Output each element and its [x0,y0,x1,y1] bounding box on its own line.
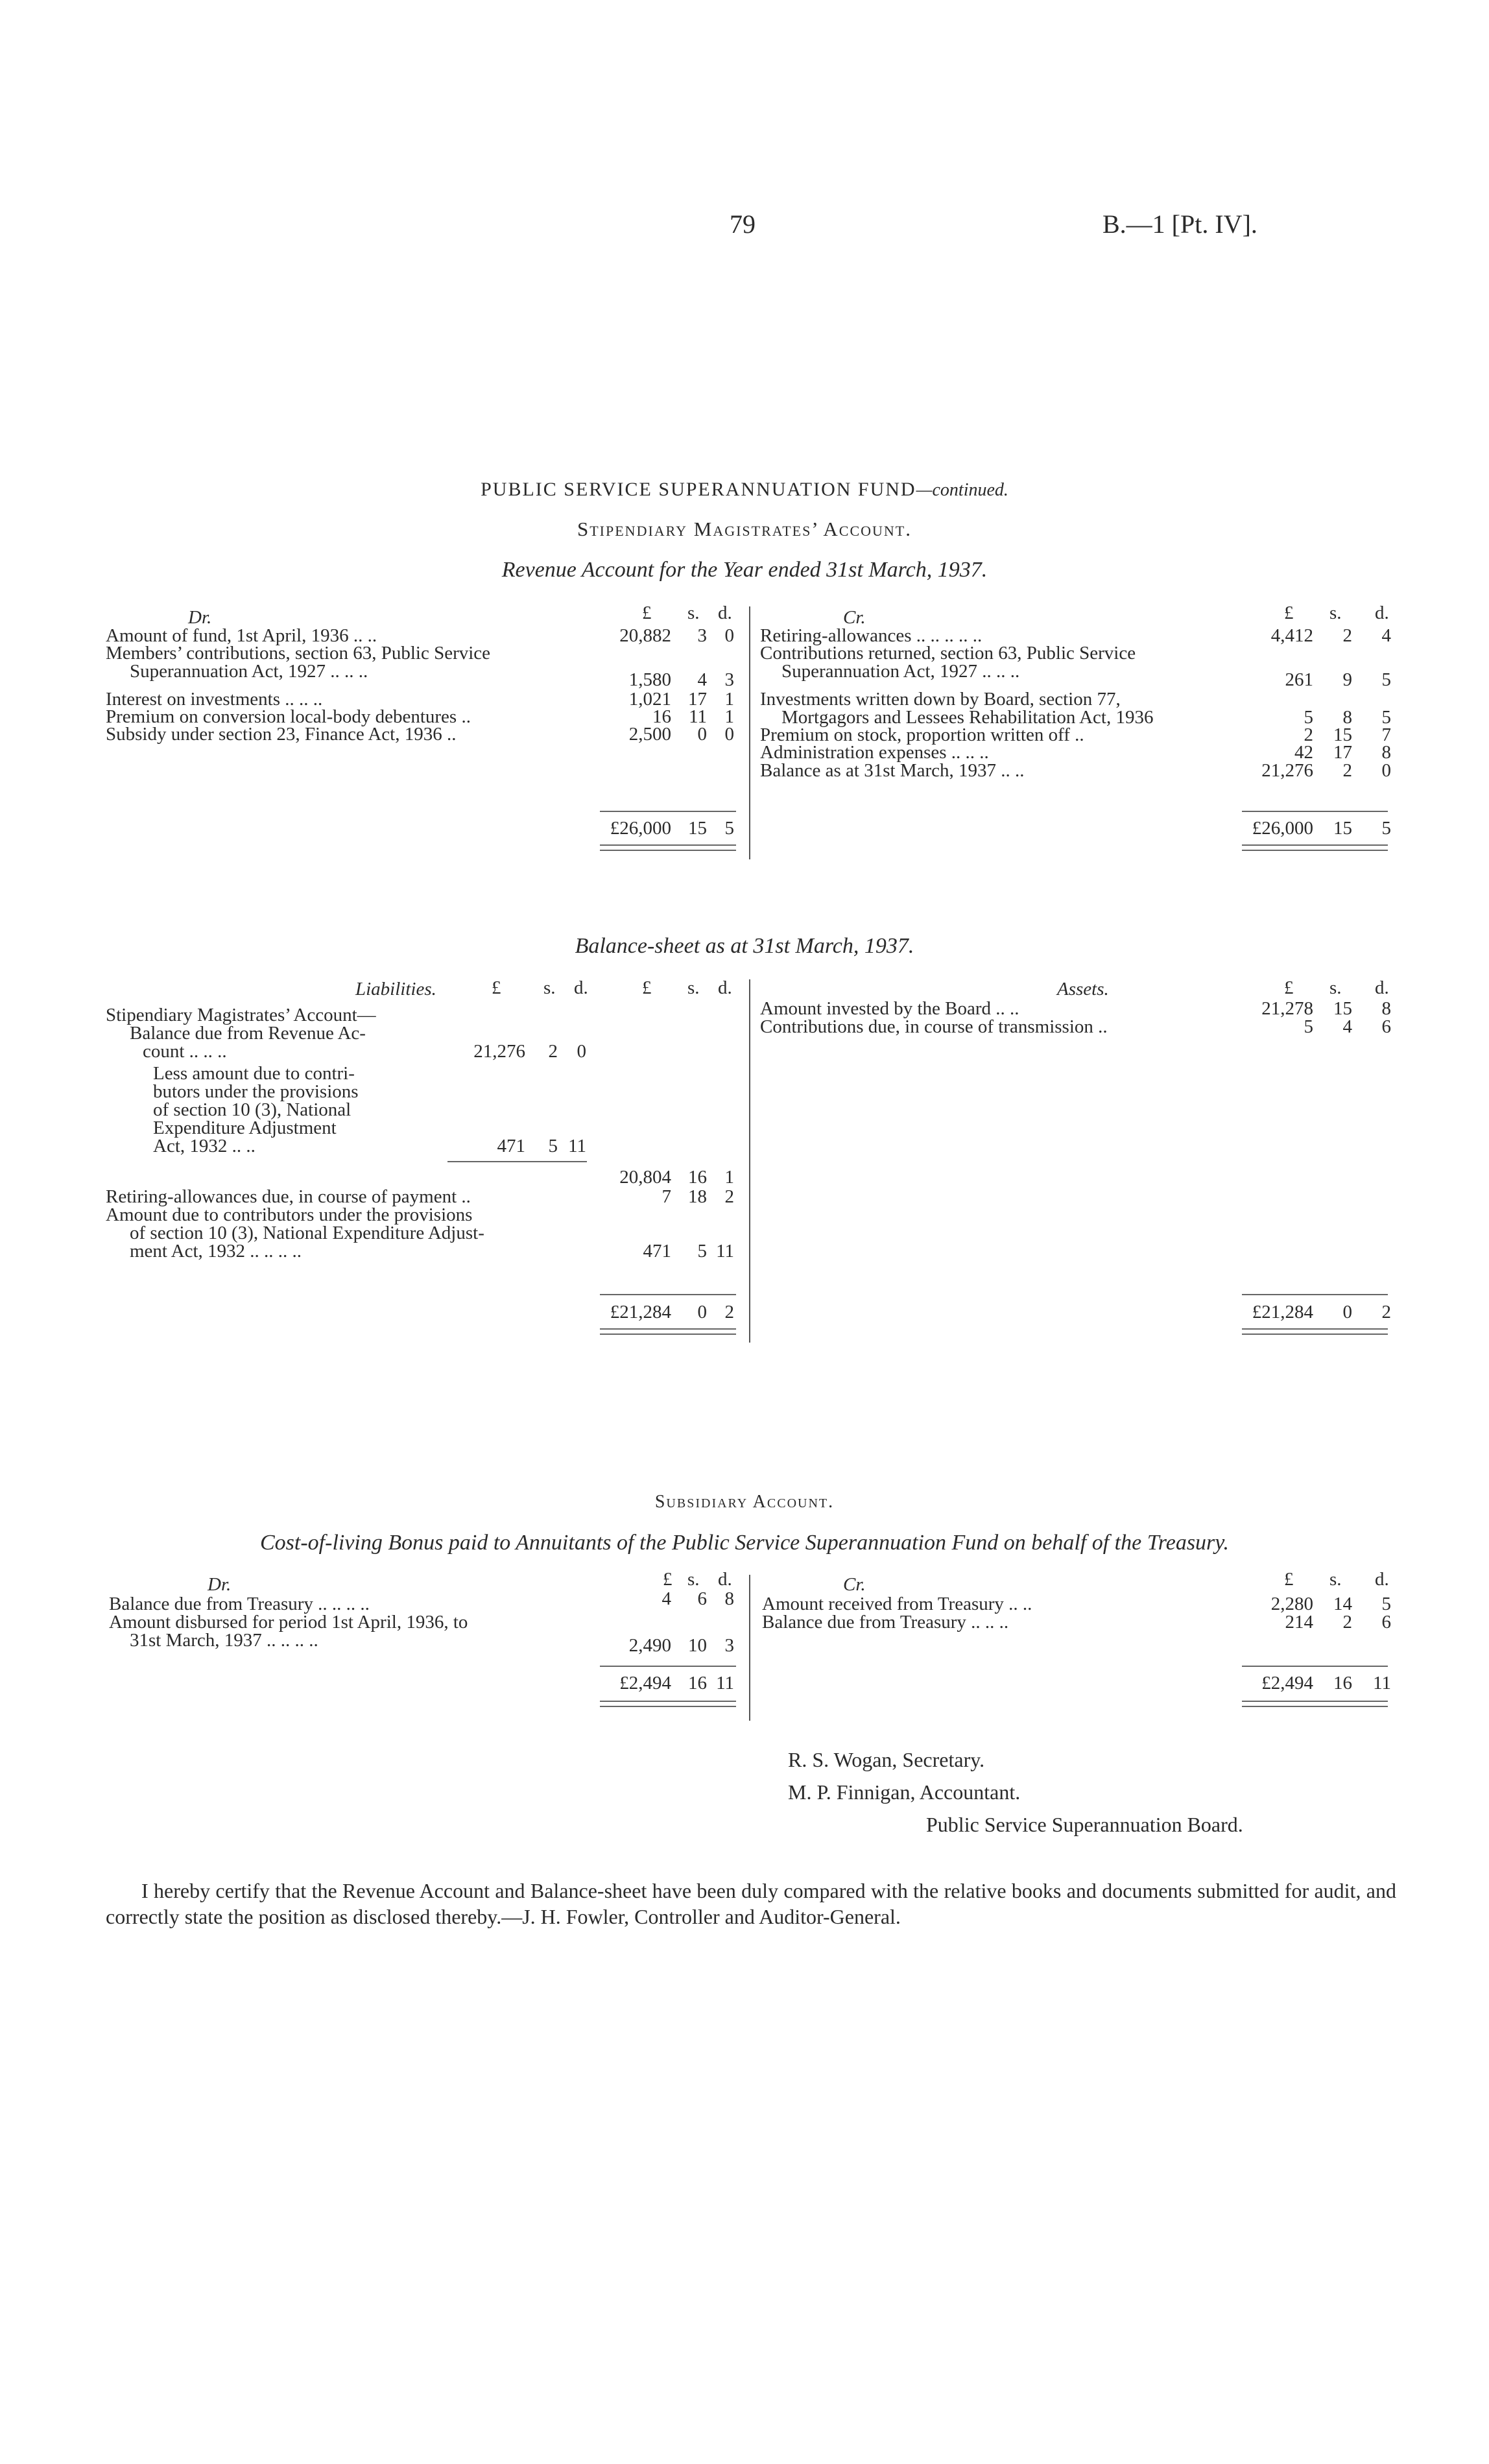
revenue-cr-row-shillings: 9 [1342,669,1352,690]
less-rule [447,1161,587,1162]
net-balance-shillings: 16 [688,1167,707,1188]
net-balance-pence: 1 [724,1167,734,1188]
revenue-cr-row-pounds: 4,412 [1270,625,1313,646]
revenue-dr-label: Dr. [188,607,212,628]
signature-accountant: M. P. Finnigan, Accountant. [788,1780,1021,1804]
subsidiary-cr-total-shillings: 16 [1333,1673,1352,1693]
revenue-cr-total-shillings: 15 [1333,818,1352,839]
revenue-cr-row-text: Premium on stock, proportion written off .. [760,724,1084,745]
revenue-cr-row-text: Mortgagors and Lessees Rehabilitation Act, 1936 [781,707,1154,728]
balance-due-pounds: 21,276 [473,1041,525,1062]
subsidiary-dr-total-pounds: £2,494 [619,1673,671,1693]
subsidiary-cr-row-shillings: 14 [1333,1594,1352,1614]
asset-row-text: Contributions due, in course of transmission .. [760,1016,1108,1037]
subsidiary-cr-total-pounds: £2,494 [1261,1673,1313,1693]
revenue-cr-row-pounds: 2 [1304,724,1313,745]
amount-due-pounds: 471 [643,1241,671,1262]
revenue-title: Revenue Account for the Year ended 31st March, 1937. [501,558,988,582]
revenue-dr-row-pounds: 20,882 [619,625,671,646]
balance-due-pence: 0 [577,1041,586,1062]
revenue-dr-row-text: Amount of fund, 1st April, 1936 .. .. [106,625,377,646]
auditor-certification: I hereby certify that the Revenue Account and Balance-sheet have been duly compared with the relative books and documents submitted for audit, and correctly state the position as disclosed thereby.—J. H. Fowler, Controller and Auditor-General. [106,1879,1396,1928]
sub-cr-col-pence: d. [1375,1569,1389,1590]
revenue-cr-row-pounds: 261 [1285,669,1313,690]
sub-dr-col-pounds: £ [663,1569,673,1590]
revenue-cr-row-pounds: 42 [1294,742,1313,763]
balance-sheet-title: Balance-sheet as at 31st March, 1937. [575,934,914,958]
liab-outer-col-pounds: £ [642,977,652,998]
revenue-dr-total-pence: 5 [724,818,734,839]
amount-due-line: of section 10 (3), National Expenditure Adjust- [130,1223,484,1243]
asset-row-shillings: 15 [1333,998,1352,1019]
revenue-cr-label: Cr. [843,607,866,628]
less-line: Less amount due to contri- [153,1063,355,1084]
subsidiary-dr-row-pounds: 2,490 [628,1635,671,1656]
less-line: butors under the provisions [153,1081,359,1102]
liab-double-rule [600,1328,736,1335]
subsidiary-dr-rule [600,1666,736,1667]
page-reference: B.—1 [Pt. IV]. [1102,209,1257,239]
revenue-dr-row-text: Premium on conversion local-body debentures .. [106,706,471,727]
subsidiary-dr-row-shillings: 10 [688,1635,707,1656]
retiring-allowances-line: Retiring-allowances due, in course of payment .. [106,1186,471,1207]
subsidiary-cr-row-pence: 6 [1381,1612,1391,1633]
revenue-dr-total-shillings: 15 [688,818,707,839]
revenue-divider [749,606,750,859]
subsidiary-dr-double-rule [600,1701,736,1707]
subsidiary-dr-label: Dr. [208,1574,232,1595]
liab-total-rule [600,1294,736,1295]
revenue-cr-row-pounds: 21,276 [1261,760,1313,781]
revenue-dr-row-pounds: 1,580 [628,669,671,690]
less-amount-pence: 11 [568,1136,586,1156]
subsidiary-dr-row-pounds: 4 [661,1588,671,1609]
subsidiary-subtitle: Cost-of-living Bonus paid to Annuitants of the Public Service Superannuation Fund on behalf of the Treasury. [260,1531,1229,1555]
assets-col-shillings: s. [1329,977,1342,998]
revenue-dr-row-pence: 1 [724,706,734,727]
revenue-cr-double-rule [1242,844,1388,851]
revenue-dr-row-pence: 0 [724,625,734,646]
fund-title [0,479,1489,501]
subsidiary-cr-row-pence: 5 [1381,1594,1391,1614]
subsidiary-dr-row-text: Amount disbursed for period 1st April, 1936, to [109,1612,468,1633]
subsidiary-dr-total-shillings: 16 [688,1673,707,1693]
liab-inner-col-pence: d. [574,977,588,998]
revenue-dr-row-pence: 3 [724,669,734,690]
asset-row-pounds: 5 [1304,1016,1313,1037]
subsidiary-cr-double-rule [1242,1701,1388,1707]
revenue-cr-rule [1242,811,1388,812]
less-line: of section 10 (3), National [153,1099,351,1120]
subsidiary-dr-row-text: 31st March, 1937 .. .. .. .. [130,1630,318,1651]
net-balance-pounds: 20,804 [619,1167,671,1188]
liabilities-total-pence: 2 [724,1302,734,1322]
revenue-cr-row-pence: 8 [1381,742,1391,763]
signature-board: Public Service Superannuation Board. [926,1813,1243,1836]
assets-total-shillings: 0 [1342,1302,1352,1322]
subsidiary-cr-total-pence: 11 [1373,1673,1391,1693]
assets-col-pounds: £ [1284,977,1294,998]
revenue-dr-row-pounds: 16 [652,706,671,727]
retiring-allowances-pence: 2 [724,1186,734,1207]
asset-row-pence: 6 [1381,1016,1391,1037]
revenue-cr-row-pence: 4 [1381,625,1391,646]
revenue-dr-row-text: Superannuation Act, 1927 .. .. .. [130,661,368,682]
revenue-dr-row-shillings: 4 [697,669,707,690]
sub-cr-col-pounds: £ [1284,1569,1294,1590]
liab-outer-col-shillings: s. [687,977,700,998]
liabilities-total-pounds: £21,284 [610,1302,671,1322]
fund-title-suffix: —continued. [916,480,1008,500]
less-amount-pounds: 471 [497,1136,525,1156]
subsidiary-dr-row-pence: 3 [724,1635,734,1656]
asset-row-shillings: 4 [1342,1016,1352,1037]
less-line: Expenditure Adjustment [153,1118,337,1138]
page-number: 79 [730,209,756,239]
subsidiary-cr-row-text: Balance due from Treasury .. .. .. [762,1612,1009,1633]
asset-row-text: Amount invested by the Board .. .. [760,998,1019,1019]
account-title: Stipendiary Magistrates’ Account. [577,518,912,540]
subsidiary-dr-total-pence: 11 [716,1673,734,1693]
fund-title-main: PUBLIC SERVICE SUPERANNUATION FUND [481,479,916,500]
revenue-dr-rule [600,811,736,812]
liab-outer-col-pence: d. [718,977,732,998]
revenue-cr-row-pence: 5 [1381,707,1391,728]
revenue-dr-row-text: Interest on investments .. .. .. [106,689,323,710]
assets-col-pence: d. [1375,977,1389,998]
subsidiary-divider [749,1575,750,1721]
revenue-cr-col-pounds: £ [1284,603,1294,623]
balance-due-shillings: 2 [548,1041,558,1062]
liabilities-label: Liabilities. [355,979,436,999]
revenue-dr-row-pounds: 2,500 [628,724,671,745]
revenue-dr-row-shillings: 11 [689,706,707,727]
assets-total-pounds: £21,284 [1252,1302,1313,1322]
stipendiary-line: Stipendiary Magistrates’ Account— [106,1005,376,1025]
revenue-cr-row-text: Balance as at 31st March, 1937 .. .. [760,760,1025,781]
subsidiary-dr-row-shillings: 6 [697,1588,707,1609]
signature-secretary: R. S. Wogan, Secretary. [788,1748,985,1771]
retiring-allowances-shillings: 18 [688,1186,707,1207]
revenue-cr-row-pounds: 5 [1304,707,1313,728]
revenue-dr-col-shillings: s. [687,603,700,623]
asset-row-pence: 8 [1381,998,1391,1019]
revenue-cr-row-pence: 5 [1381,669,1391,690]
assets-total-rule [1242,1294,1388,1295]
revenue-cr-row-shillings: 2 [1342,625,1352,646]
balance-due-line: Balance due from Revenue Ac- [130,1023,366,1044]
revenue-dr-total-pounds: £26,000 [610,818,671,839]
revenue-dr-row-shillings: 0 [697,724,707,745]
liab-inner-col-pounds: £ [492,977,501,998]
revenue-cr-row-text: Superannuation Act, 1927 .. .. .. [781,661,1020,682]
less-amount-shillings: 5 [548,1136,558,1156]
revenue-cr-row-shillings: 17 [1333,742,1352,763]
subsidiary-cr-row-text: Amount received from Treasury .. .. [762,1594,1032,1614]
amount-due-line: ment Act, 1932 .. .. .. .. [130,1241,302,1262]
revenue-dr-row-text: Members’ contributions, section 63, Public Service [106,643,491,664]
subsidiary-dr-row-text: Balance due from Treasury .. .. .. .. [109,1594,370,1614]
revenue-cr-row-pence: 7 [1381,724,1391,745]
amount-due-shillings: 5 [697,1241,707,1262]
revenue-cr-col-shillings: s. [1329,603,1342,623]
revenue-cr-total-pounds: £26,000 [1252,818,1313,839]
revenue-cr-row-shillings: 2 [1342,760,1352,781]
revenue-dr-row-text: Subsidy under section 23, Finance Act, 1936 .. [106,724,457,745]
balance-divider [749,979,750,1343]
assets-double-rule [1242,1328,1388,1335]
revenue-cr-row-text: Retiring-allowances .. .. .. .. .. [760,625,983,646]
revenue-cr-row-pence: 0 [1381,760,1391,781]
less-line: Act, 1932 .. .. [153,1136,256,1156]
subsidiary-cr-row-shillings: 2 [1342,1612,1352,1633]
assets-total-pence: 2 [1381,1302,1391,1322]
amount-due-line: Amount due to contributors under the provisions [106,1204,473,1225]
balance-due-line: count .. .. .. [143,1041,227,1062]
assets-label: Assets. [1057,979,1109,999]
revenue-cr-total-pence: 5 [1381,818,1391,839]
revenue-cr-row-text: Contributions returned, section 63, Public Service [760,643,1136,664]
amount-due-pence: 11 [716,1241,734,1262]
revenue-cr-row-shillings: 15 [1333,724,1352,745]
sub-cr-col-shillings: s. [1329,1569,1342,1590]
revenue-dr-row-shillings: 3 [697,625,707,646]
subsidiary-dr-row-pence: 8 [724,1588,734,1609]
subsidiary-title: Subsidiary Account. [654,1492,835,1512]
revenue-dr-row-shillings: 17 [688,689,707,710]
revenue-dr-row-pence: 0 [724,724,734,745]
sub-dr-col-pence: d. [718,1569,732,1590]
revenue-dr-double-rule [600,844,736,851]
revenue-cr-col-pence: d. [1375,603,1389,623]
liab-inner-col-shillings: s. [543,977,556,998]
liabilities-total-shillings: 0 [697,1302,707,1322]
subsidiary-cr-row-pounds: 2,280 [1270,1594,1313,1614]
subsidiary-cr-label: Cr. [843,1574,866,1595]
asset-row-pounds: 21,278 [1261,998,1313,1019]
retiring-allowances-pounds: 7 [661,1186,671,1207]
revenue-cr-row-shillings: 8 [1342,707,1352,728]
revenue-cr-row-text: Investments written down by Board, section 77, [760,689,1121,710]
revenue-cr-row-text: Administration expenses .. .. .. [760,742,989,763]
subsidiary-cr-row-pounds: 214 [1285,1612,1313,1633]
revenue-dr-col-pence: d. [718,603,732,623]
subsidiary-cr-rule [1242,1666,1388,1667]
sub-dr-col-shillings: s. [687,1569,700,1590]
revenue-dr-row-pence: 1 [724,689,734,710]
revenue-dr-row-pounds: 1,021 [628,689,671,710]
revenue-dr-col-pounds: £ [642,603,652,623]
